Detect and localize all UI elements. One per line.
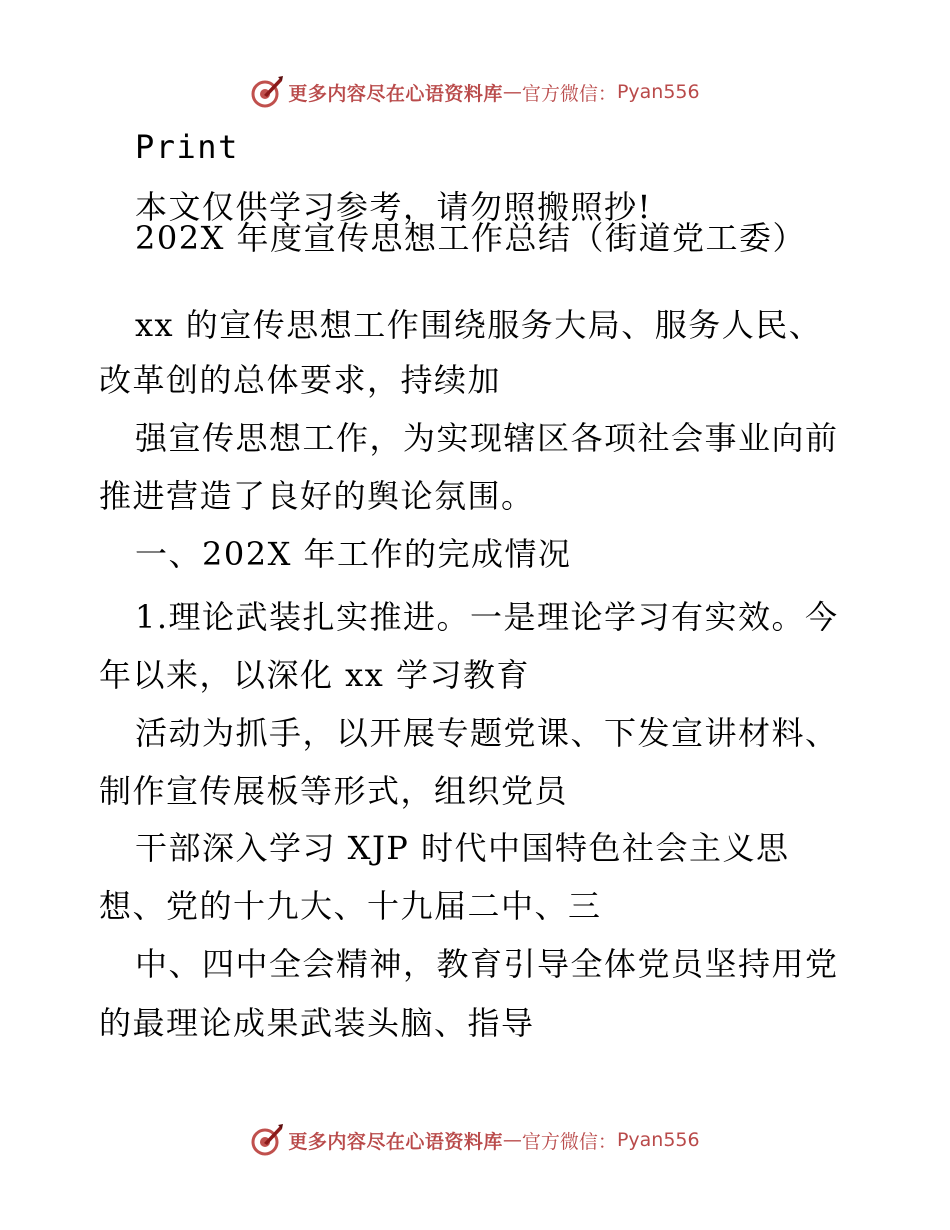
watermark-separator: — (502, 1129, 522, 1151)
doc-line: 想、党的十九大、十九届二中、三 (99, 887, 602, 925)
doc-line: 改革创的总体要求，持续加 (99, 361, 502, 399)
watermark-wechat-id: Pyan556 (616, 81, 700, 103)
watermark-banner-top (0, 72, 950, 112)
doc-line: 活动为抓手，以开展专题党课、下发宣讲材料、 (135, 714, 839, 752)
doc-line-print: Print (135, 128, 239, 166)
doc-line: 的最理论成果武装头脑、指导 (99, 1004, 535, 1042)
doc-line: 推进营造了良好的舆论氛围。 (99, 477, 535, 515)
watermark-separator: — (502, 81, 522, 103)
doc-line: 1.理论武装扎实推进。一是理论学习有实效。今 (135, 598, 839, 636)
doc-line: 制作宣传展板等形式，组织党员 (99, 772, 569, 810)
watermark-text: 更多内容尽在心语资料库 (288, 82, 503, 105)
quill-logo-icon (250, 75, 284, 109)
watermark-wechat-id: Pyan556 (616, 1129, 700, 1151)
watermark-banner-bottom (0, 1120, 950, 1160)
watermark-wechat-label: 官方微信： (521, 1130, 617, 1153)
doc-line: 年以来，以深化 xx 学习教育 (99, 656, 530, 694)
watermark-wechat-label: 官方微信： (521, 82, 617, 105)
doc-line-title: 202X 年度宣传思想工作总结（街道党工委） (135, 219, 807, 257)
quill-logo-icon (250, 1123, 284, 1157)
doc-section-heading: 一、202X 年工作的完成情况 (135, 535, 572, 573)
doc-line-disclaimer: 本文仅供学习参考，请勿照搬照抄! (135, 188, 652, 226)
doc-line: 强宣传思想工作，为实现辖区各项社会事业向前 (135, 419, 839, 457)
doc-line: 中、四中全会精神，教育引导全体党员坚持用党 (135, 945, 839, 983)
doc-line: 干部深入学习 XJP 时代中国特色社会主义思 (135, 829, 790, 867)
doc-line: xx 的宣传思想工作围绕服务大局、服务人民、 (135, 306, 823, 344)
watermark-text: 更多内容尽在心语资料库 (288, 1130, 503, 1153)
